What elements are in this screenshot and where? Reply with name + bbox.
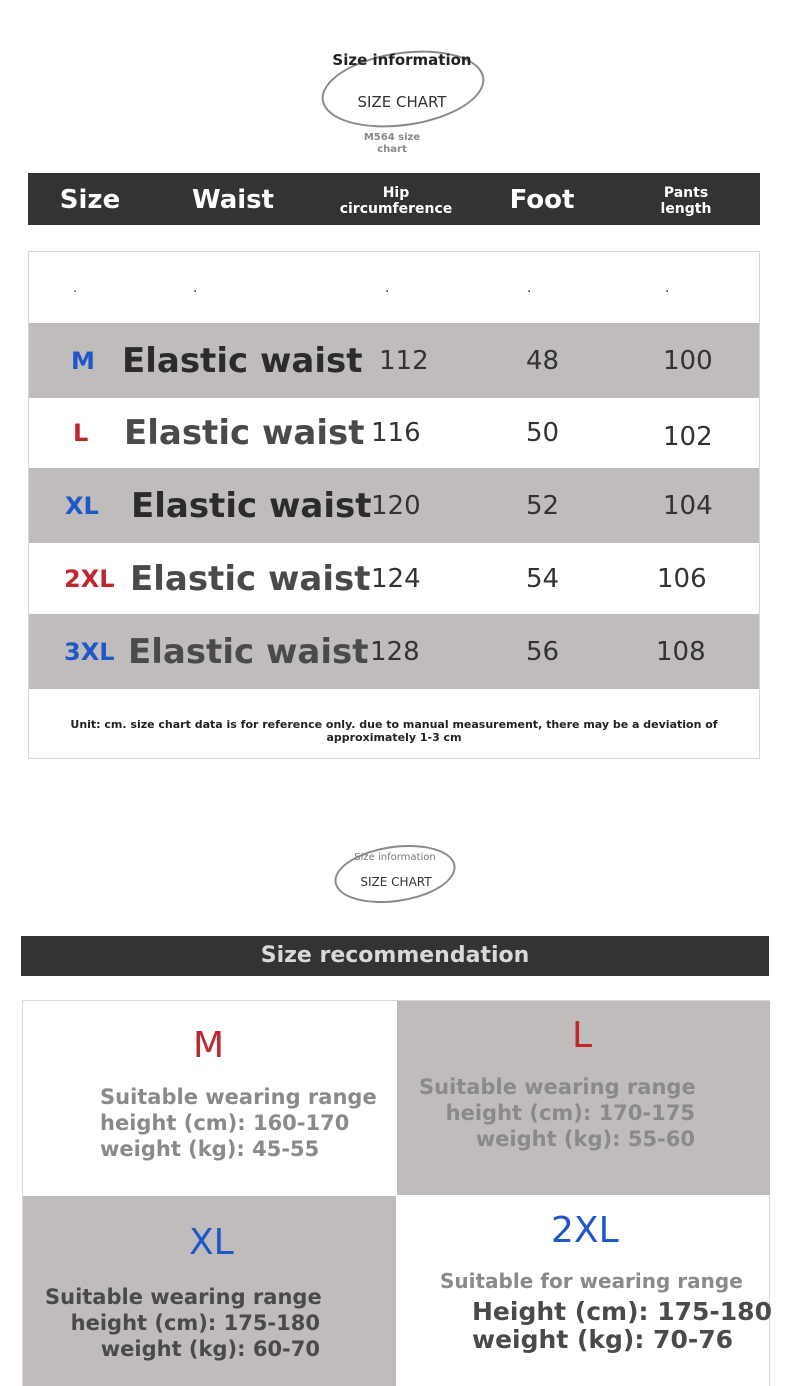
length-value: 102 [663,422,713,452]
size-label: L [73,419,89,447]
unit-footnote: Unit: cm. size chart data is for reference only. due to manual measurement, there may be a deviation of approximately 1-3 cm [70,718,718,744]
table-cell: . [193,279,198,296]
table-cell: . [73,279,78,296]
foot-value: 50 [526,418,560,448]
header-hip: Hip circumference [339,185,453,217]
header-foot: Foot [509,185,575,215]
size-label: XL [65,491,99,520]
recommendation-card-2xl [397,1196,770,1386]
recommendation-title: Size recommendation [260,943,530,968]
weight-range: weight (kg): 55-60 [475,1127,695,1151]
height-range: height (cm): 160-170 [100,1111,350,1135]
recommendation-size: XL [189,1222,234,1263]
table-row [29,398,759,468]
table-row [29,468,759,543]
size-table [28,251,760,759]
size-label: M [71,346,95,375]
waist-value: Elastic waist [122,340,363,381]
foot-value: 56 [526,636,560,667]
hip-value: 112 [379,345,429,376]
height-range: height (cm): 170-175 [445,1101,695,1125]
hip-value: 124 [371,563,421,594]
range-label: Suitable wearing range [100,1085,377,1109]
hip-value: 120 [371,490,421,521]
recommendation-size: 2XL [551,1210,619,1251]
length-value: 108 [656,636,706,667]
recommendation-card-l [397,1001,770,1195]
length-value: 104 [663,490,713,521]
height-range: height (cm): 175-180 [70,1311,320,1335]
table-row [29,252,759,323]
weight-range: weight (kg): 70-76 [472,1325,733,1354]
hip-value: 128 [370,636,420,667]
recommendation-text [100,1084,377,1162]
model-label: M564 size chart [363,132,421,155]
table-row [29,543,759,614]
size-table-header [28,173,760,225]
recommendation-text [45,1284,320,1362]
logo-subtitle: SIZE CHART [360,875,432,889]
foot-value: 48 [526,345,560,376]
length-value: 100 [663,345,713,376]
waist-value: Elastic waist [130,558,371,599]
table-cell: . [665,279,670,296]
header-waist: Waist [191,185,275,215]
size-recommendation-grid [22,1000,770,1386]
size-label: 2XL [64,564,115,593]
table-cell: . [527,279,532,296]
logo-title: Size information [354,852,436,863]
height-range: Height (cm): 175-180 [472,1297,772,1326]
recommendation-header [21,936,769,976]
range-label: Suitable wearing range [419,1075,696,1099]
waist-value: Elastic waist [131,485,372,526]
header-size: Size [59,185,121,215]
weight-range: weight (kg): 60-70 [100,1337,320,1361]
range-label: Suitable for wearing range [440,1269,743,1293]
waist-value: Elastic waist [124,413,365,453]
size-label: 3XL [64,637,115,666]
header-pants-length: Pants length [660,185,712,217]
recommendation-card-xl [23,1196,396,1386]
table-row [29,323,759,398]
table-cell: . [385,279,390,296]
recommendation-text [419,1074,695,1152]
recommendation-card-m [23,1001,396,1195]
logo-title: Size information [332,51,472,69]
recommendation-size: M [193,1025,225,1066]
size-chart-logo-ring [331,838,460,910]
length-value: 106 [657,563,707,594]
recommendation-size: L [572,1015,593,1056]
waist-value: Elastic waist [128,631,369,672]
foot-value: 54 [526,563,560,594]
weight-range: weight (kg): 45-55 [100,1137,320,1161]
foot-value: 52 [526,490,560,521]
logo-subtitle: SIZE CHART [357,93,447,111]
range-label: Suitable wearing range [45,1285,322,1309]
hip-value: 116 [371,418,421,448]
table-row [29,614,759,689]
recommendation-text [472,1298,772,1354]
